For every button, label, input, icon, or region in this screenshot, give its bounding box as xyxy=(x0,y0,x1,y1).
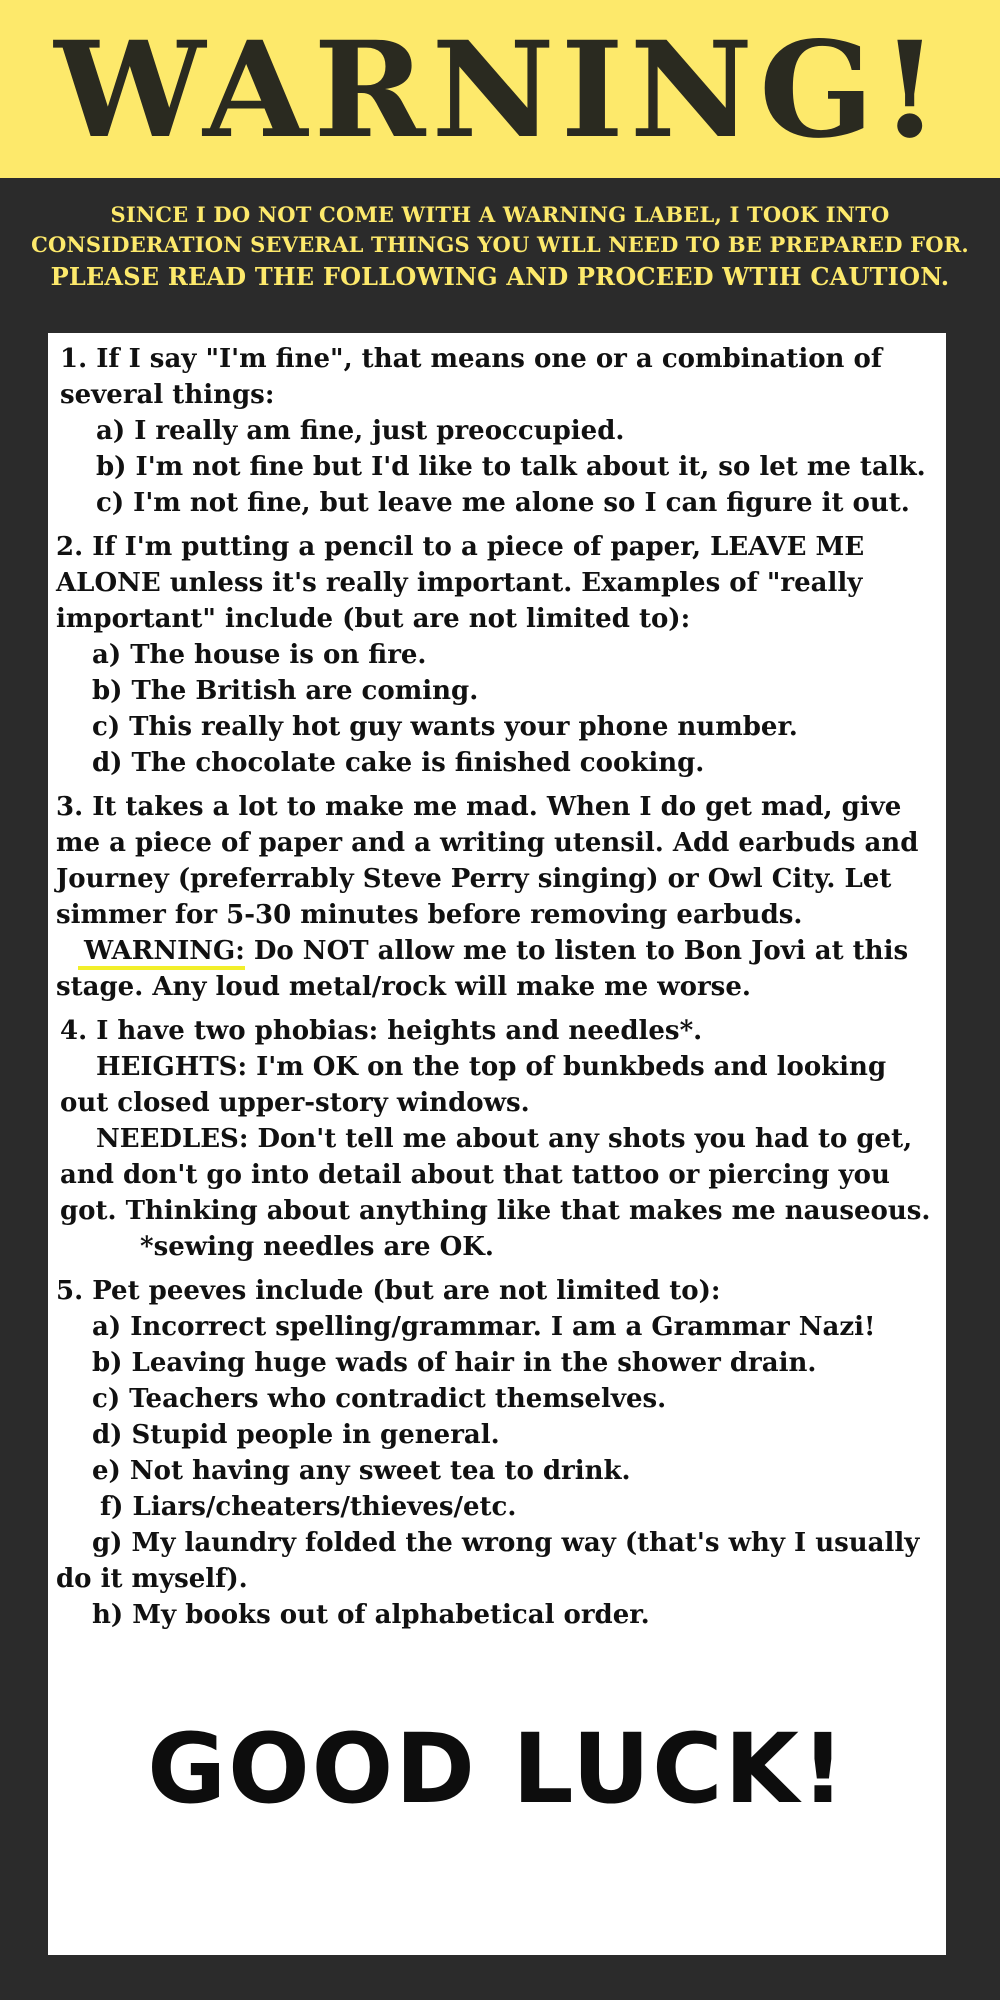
item-3-warning xyxy=(48,933,946,1005)
item-5-sub-h: h) My books out of alphabetical order. xyxy=(92,1600,650,1630)
item-3-text: 3. It takes a lot to make me mad. When I do get mad, give me a piece of paper and a writing utensil. Add earbuds and Journey (preferrably Steve Perry singing) or Owl City. Let simmer for 5-30 minutes before removing earbuds. xyxy=(56,792,919,930)
list-item-3 xyxy=(48,789,946,1005)
warning-label: WARNING: xyxy=(84,936,245,966)
item-5-sub-c: c) Teachers who contradict themselves. xyxy=(92,1384,667,1414)
item-1-sub-b: b) I'm not fine but I'd like to talk about it, so let me talk. xyxy=(96,452,926,482)
item-5-sub-g: g) My laundry folded the wrong way (that's why I usually do it myself). xyxy=(56,1528,920,1594)
item-4-heights: HEIGHTS: I'm OK on the top of bunkbeds and looking out closed upper-story windows. xyxy=(60,1052,887,1118)
item-4-needles: NEEDLES: Don't tell me about any shots you had to get, and don't go into detail about that tattoo or piercing you got. Thinking about anything like that makes me nauseous. xyxy=(60,1124,931,1226)
item-2-sub-d: d) The chocolate cake is finished cooking. xyxy=(92,748,705,778)
item-2-text: 2. If I'm putting a pencil to a piece of paper, LEAVE ME ALONE unless it's really important. Examples of "really important" include (but are not limited to): xyxy=(56,532,865,634)
intro-line-2: CONSIDERATION SEVERAL THINGS YOU WILL NEED TO BE PREPARED FOR. xyxy=(31,232,969,257)
item-1-sub-c: c) I'm not fine, but leave me alone so I can figure it out. xyxy=(96,488,910,518)
item-2-sub-c: c) This really hot guy wants your phone number. xyxy=(92,712,798,742)
list-item-5 xyxy=(48,1273,946,1633)
item-5-sub-a: a) Incorrect spelling/grammar. I am a Grammar Nazi! xyxy=(92,1312,876,1342)
list-item-4 xyxy=(48,1013,946,1265)
list-item-2 xyxy=(48,529,946,781)
item-2-sub-a: a) The house is on fire. xyxy=(92,640,427,670)
item-4-text: 4. I have two phobias: heights and needles*. xyxy=(60,1016,703,1046)
banner-title: WARNING! xyxy=(54,13,946,168)
item-2-sub-b: b) The British are coming. xyxy=(92,676,479,706)
list-item-1 xyxy=(48,341,946,521)
item-5-sub-b: b) Leaving huge wads of hair in the shower drain. xyxy=(92,1348,817,1378)
item-4-footnote: *sewing needles are OK. xyxy=(140,1232,494,1262)
item-1-text: 1. If I say "I'm fine", that means one or a combination of several things: xyxy=(60,344,883,410)
intro-text xyxy=(0,200,1000,294)
warning-text: Do NOT allow me to listen to Bon Jovi at this stage. Any loud metal/rock will make me worse. xyxy=(56,936,909,1002)
item-5-sub-e: e) Not having any sweet tea to drink. xyxy=(92,1456,631,1486)
good-luck-heading: GOOD LUCK! xyxy=(147,1713,847,1825)
intro-line-1: SINCE I DO NOT COME WITH A WARNING LABEL, I TOOK INTO xyxy=(110,202,890,227)
item-5-sub-f: f) Liars/cheaters/thieves/etc. xyxy=(100,1492,517,1522)
item-5-sub-d: d) Stupid people in general. xyxy=(92,1420,500,1450)
item-5-text: 5. Pet peeves include (but are not limited to): xyxy=(56,1276,721,1306)
intro-line-3: PLEASE READ THE FOLLOWING AND PROCEED WTIH CAUTION. xyxy=(50,262,950,291)
warning-banner xyxy=(0,0,1000,178)
content-card xyxy=(48,333,946,1955)
warning-list xyxy=(48,341,946,1633)
item-1-sub-a: a) I really am fine, just preoccupied. xyxy=(96,416,625,446)
